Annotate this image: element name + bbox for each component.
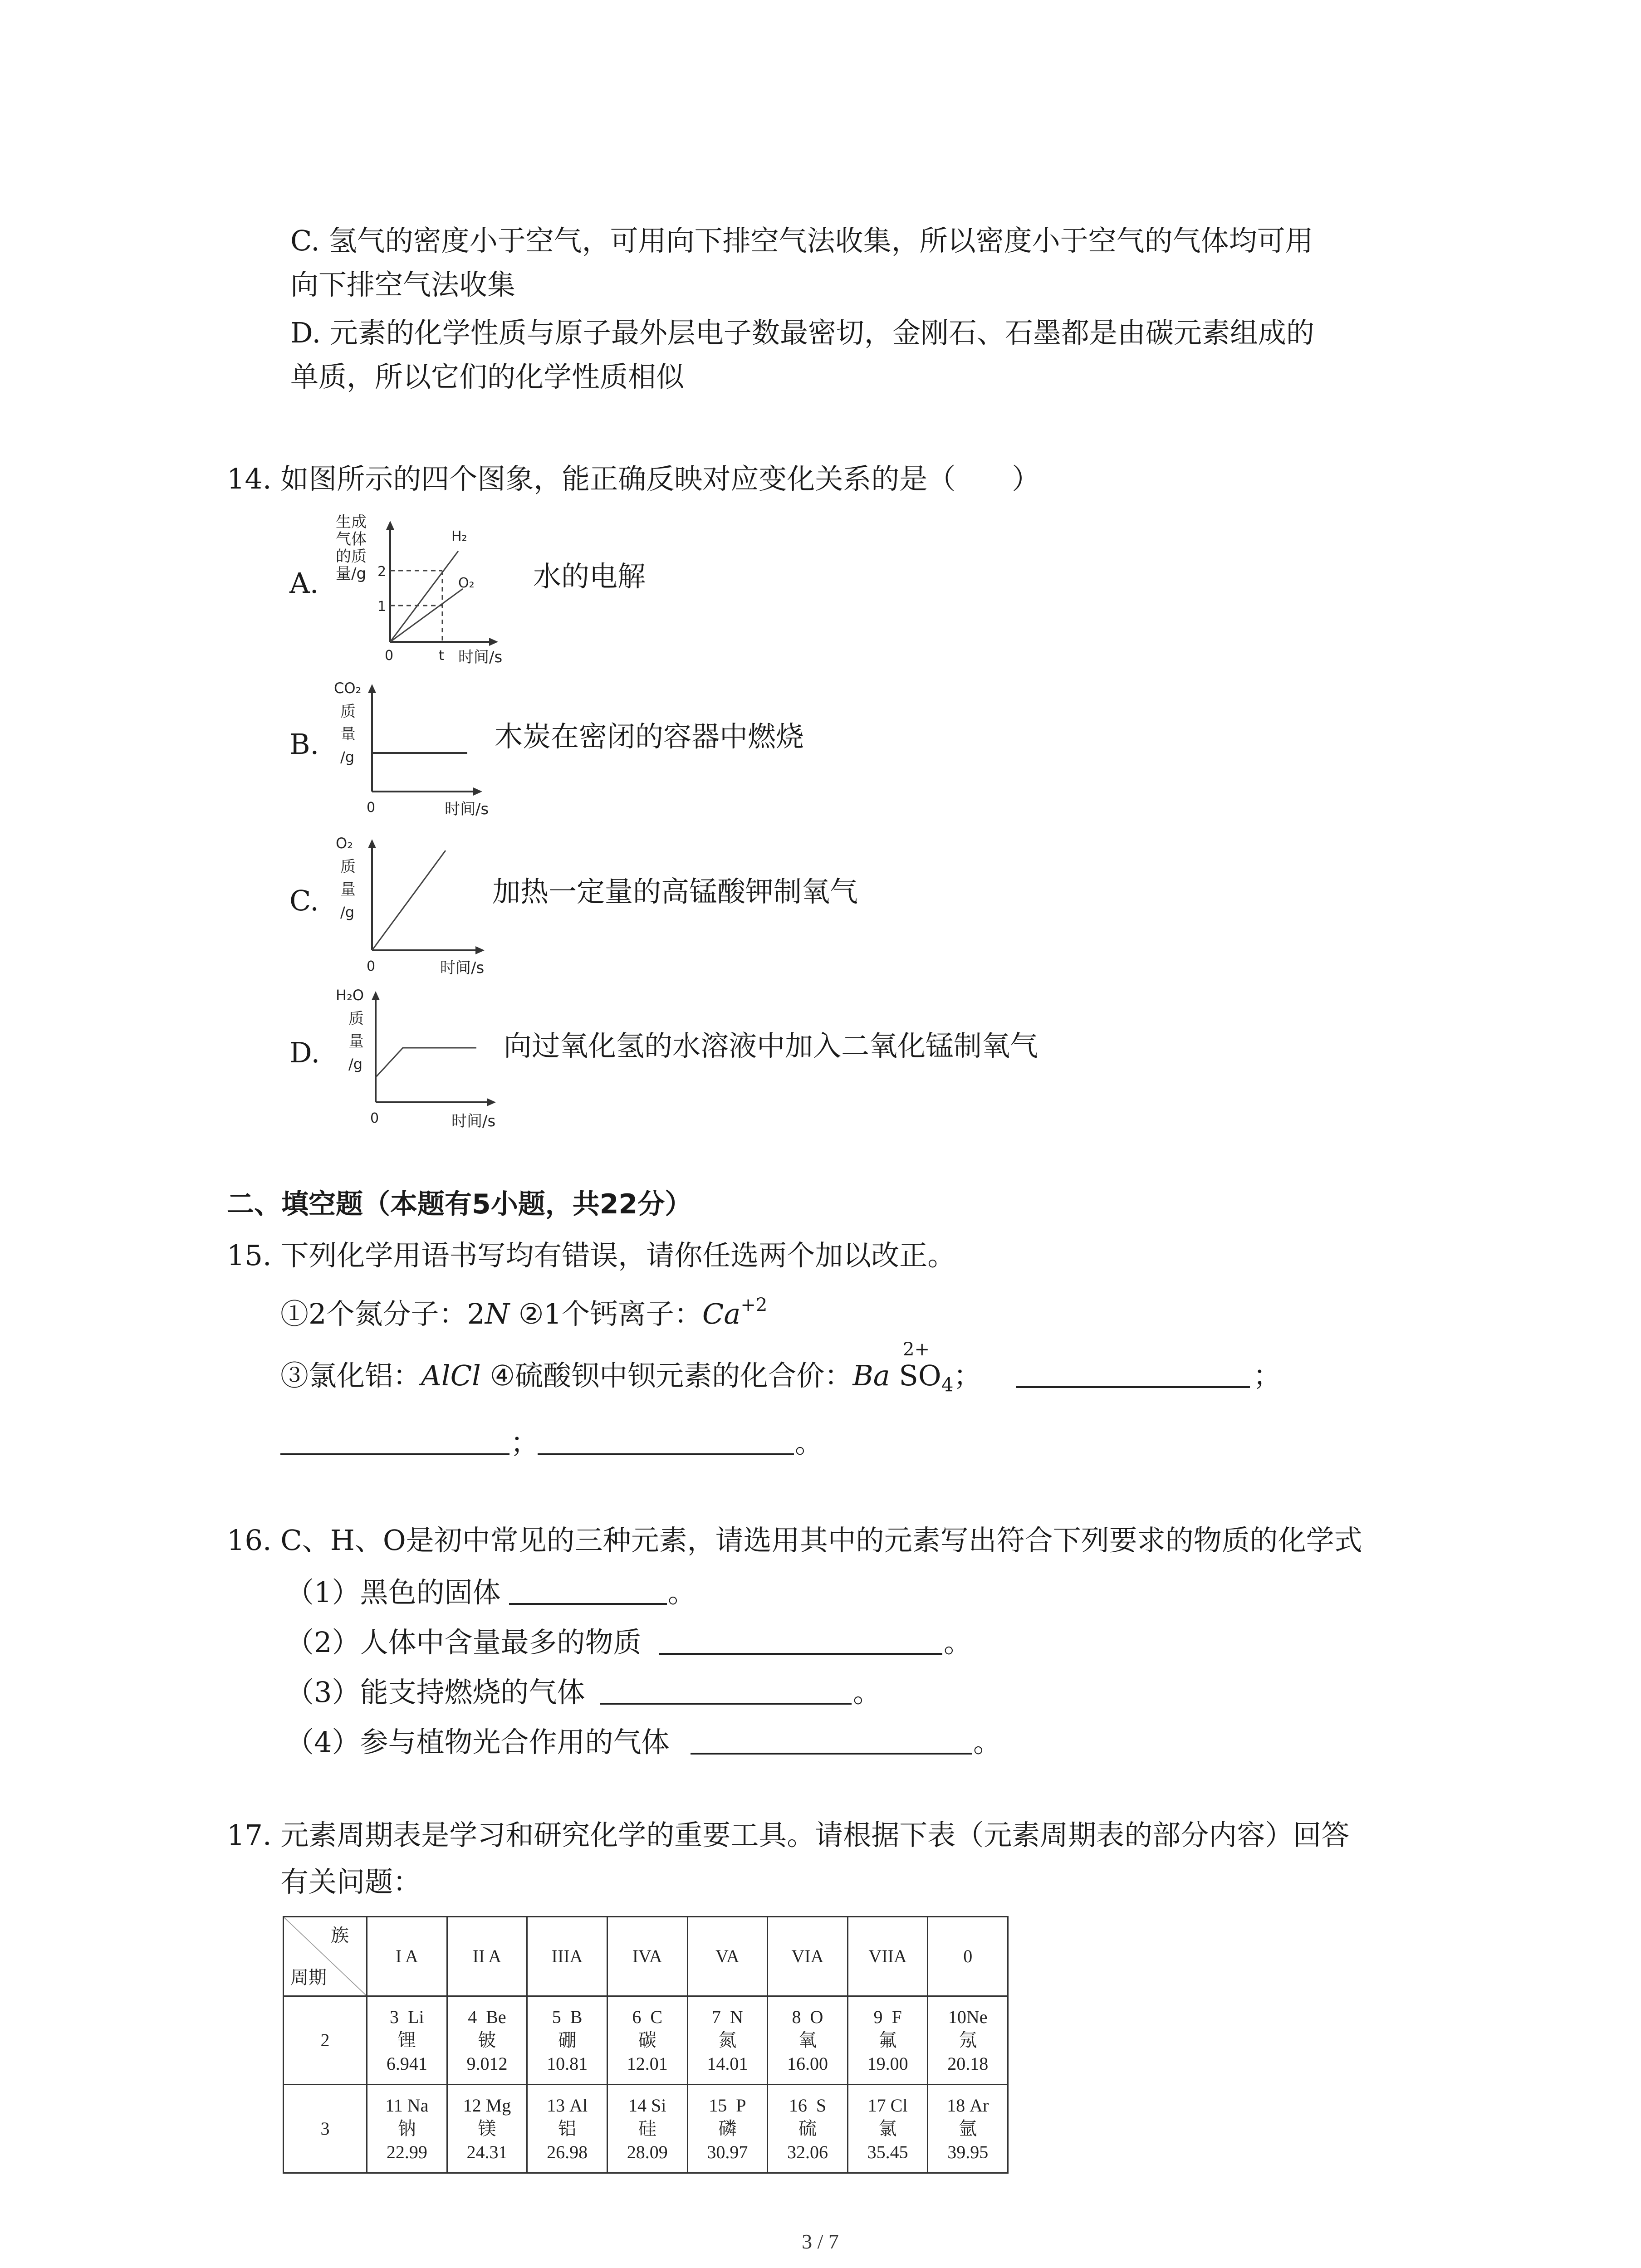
graph-c-x-arrow xyxy=(475,946,485,954)
graph-a-ylabel-3: 的质 xyxy=(336,547,367,566)
q15-item2-text: ②1个钙离子： xyxy=(509,1297,702,1330)
element-name: 氟 xyxy=(878,2030,897,2051)
element-cell xyxy=(527,2085,607,2173)
graph-c-origin: 0 xyxy=(367,958,376,974)
q14-option-d-text: 向过氧化氢的水溶液中加入二氧化锰制氧气 xyxy=(504,1029,1038,1062)
graph-b-origin: 0 xyxy=(367,800,376,816)
q14-stem: 14. 如图所示的四个图象，能正确反映对应变化关系的是（ ） xyxy=(227,462,1040,495)
element-cell xyxy=(847,2085,928,2173)
element-mass: 24.31 xyxy=(466,2141,508,2162)
element-name: 铝 xyxy=(558,2118,577,2139)
element-cell xyxy=(847,1996,928,2085)
element-line1: 17 Cl xyxy=(867,2095,908,2116)
period-label: 2 xyxy=(284,1996,367,2085)
graph-c-y-arrow xyxy=(368,839,376,848)
element-cell xyxy=(607,1996,687,2085)
graph-c-ylabel-3: 量 xyxy=(340,880,356,899)
graph-a-y-arrow xyxy=(386,521,394,530)
element-line1: 18 Ar xyxy=(947,2095,989,2116)
graph-c-ylabel-4: /g xyxy=(340,904,355,921)
element-mass: 39.95 xyxy=(947,2141,989,2162)
element-name: 锂 xyxy=(397,2030,416,2051)
element-cell xyxy=(928,1996,1008,2085)
group-header: VA xyxy=(687,1917,768,1996)
element-cell xyxy=(367,1996,447,2085)
element-mass: 28.09 xyxy=(627,2141,668,2162)
q14-option-a-text: 水的电解 xyxy=(533,560,646,593)
q15-item1-text: ①2个氮分子：2 xyxy=(280,1297,485,1330)
q13-option-c-line1: C. 氢气的密度小于空气，可用向下排空气法收集，所以密度小于空气的气体均可用 xyxy=(290,224,1313,257)
graph-a-ylabel-2: 气体 xyxy=(336,530,367,548)
element-line1: 9 F xyxy=(873,2007,902,2028)
graph-a-line-h2 xyxy=(390,551,458,642)
q16-item-1: （1）黑色的固体 xyxy=(286,1576,501,1609)
graph-a-ylabel-1: 生成 xyxy=(336,513,367,531)
q15-answer-blank-2[interactable] xyxy=(280,1453,509,1455)
element-name: 磷 xyxy=(718,2118,737,2139)
q16-answer-blank-1[interactable] xyxy=(509,1603,667,1605)
element-line1: 14 Si xyxy=(628,2095,666,2116)
q14-option-b-letter: B. xyxy=(289,728,319,761)
q16-item-3: （3）能支持燃烧的气体 xyxy=(286,1676,585,1709)
q15-sep1: ； xyxy=(953,1359,982,1392)
element-cell xyxy=(768,2085,848,2173)
q14-option-c-letter: C. xyxy=(289,884,319,917)
element-mass: 35.45 xyxy=(867,2141,908,2162)
q13-option-c-line2: 向下排空气法收集 xyxy=(290,268,516,301)
graph-a-origin: 0 xyxy=(385,648,394,664)
element-name: 氯 xyxy=(878,2118,897,2139)
element-name: 氮 xyxy=(718,2030,737,2051)
graph-b-ylabel-1: CO₂ xyxy=(334,679,362,697)
q15-answer-blank-1[interactable] xyxy=(1016,1386,1250,1388)
element-mass: 26.98 xyxy=(547,2141,588,2162)
element-name: 硫 xyxy=(798,2118,817,2139)
graph-b-ylabel-2: 质 xyxy=(340,703,356,721)
q16-item-1-end: 。 xyxy=(668,1576,696,1609)
graph-b-ylabel-3: 量 xyxy=(340,725,356,743)
graph-b-y-arrow xyxy=(368,684,376,693)
element-line1: 11 Na xyxy=(385,2095,429,2116)
element-cell xyxy=(687,2085,768,2173)
element-name: 硅 xyxy=(638,2118,656,2139)
q16-answer-blank-3[interactable] xyxy=(600,1703,852,1705)
graph-d-ylabel-2: 质 xyxy=(348,1010,364,1028)
graph-a-xlabel: 时间/s xyxy=(458,648,503,666)
element-mass: 16.00 xyxy=(787,2053,828,2074)
graph-b-xlabel: 时间/s xyxy=(445,800,489,818)
element-cell xyxy=(928,2085,1008,2173)
graph-a-tick-t: t xyxy=(439,648,444,664)
table-corner-cell xyxy=(284,1917,367,1996)
period-label: 3 xyxy=(284,2085,367,2173)
q14-option-a-letter: A. xyxy=(289,567,319,600)
q15-item3-formula: AlCl xyxy=(421,1359,481,1392)
graph-d-ylabel-4: /g xyxy=(348,1056,363,1073)
element-cell xyxy=(687,1996,768,2085)
q15-item2-formula: Ca xyxy=(702,1297,741,1330)
q16-answer-blank-4[interactable] xyxy=(691,1753,972,1755)
q14-option-c-text: 加热一定量的高锰酸钾制氧气 xyxy=(492,875,858,908)
q13-option-d-line1: D. 元素的化学性质与原子最外层电子数最密切，金刚石、石墨都是由碳元素组成的 xyxy=(290,316,1314,349)
element-line1: 7 N xyxy=(711,2007,743,2028)
element-line1: 6 C xyxy=(632,2007,663,2028)
element-line1: 12 Mg xyxy=(463,2095,511,2116)
element-mass: 19.00 xyxy=(867,2053,908,2074)
q15-item3-text: ③氯化铝： xyxy=(280,1359,421,1392)
section-2-title: 二、填空题（本题有5小题，共22分） xyxy=(227,1188,692,1220)
corner-label-group: 族 xyxy=(331,1925,349,1945)
element-name: 碳 xyxy=(638,2030,656,2051)
element-mass: 10.81 xyxy=(547,2053,588,2074)
element-mass: 14.01 xyxy=(707,2053,748,2074)
graph-a-x-arrow xyxy=(489,638,498,646)
element-name: 氩 xyxy=(959,2118,977,2139)
element-name: 铍 xyxy=(478,2030,496,2051)
group-header: 0 xyxy=(928,1917,1008,1996)
element-line1: 5 B xyxy=(552,2007,583,2028)
q14-graph-b xyxy=(327,676,544,830)
corner-label-period: 周期 xyxy=(290,1967,327,1988)
q13-option-d-line2: 单质，所以它们的化学性质相似 xyxy=(290,360,685,393)
group-header: IVA xyxy=(607,1917,687,1996)
element-mass: 20.18 xyxy=(947,2053,989,2074)
q15-end: 。 xyxy=(795,1426,823,1459)
q14-graph-a xyxy=(327,508,544,671)
graph-c-xlabel: 时间/s xyxy=(440,959,485,977)
q15-item4-sub: 4 xyxy=(941,1374,954,1396)
element-line1: 10Ne xyxy=(948,2007,988,2028)
graph-a-label-h2: H₂ xyxy=(451,528,467,544)
graph-c-ylabel-2: 质 xyxy=(340,858,356,876)
q14-option-b-text: 木炭在密闭的容器中燃烧 xyxy=(495,720,804,753)
element-cell xyxy=(447,2085,527,2173)
element-name: 镁 xyxy=(478,2118,496,2139)
graph-c-ylabel-1: O₂ xyxy=(336,835,353,852)
period-row xyxy=(284,1996,1008,2085)
element-name: 钠 xyxy=(397,2118,416,2139)
graph-a-line-o2 xyxy=(390,589,463,642)
graph-a-ylabel-4: 量/g xyxy=(336,565,367,583)
element-mass: 32.06 xyxy=(787,2141,828,2162)
q17-stem-line2: 有关问题： xyxy=(280,1865,421,1898)
element-line1: 13 Al xyxy=(547,2095,588,2116)
element-name: 氧 xyxy=(798,2030,817,2051)
q15-items-2 xyxy=(280,1359,982,1396)
q15-item4-so: SO xyxy=(890,1359,941,1392)
q14-option-d-letter: D. xyxy=(289,1036,320,1069)
graph-a-label-o2: O₂ xyxy=(458,575,475,591)
graph-d-ylabel-1: H₂O xyxy=(336,987,364,1004)
q15-item2-charge: +2 xyxy=(740,1295,768,1315)
q17-stem-line1: 17. 元素周期表是学习和研究化学的重要工具。请根据下表（元素周期表的部分内容）回答 xyxy=(227,1818,1350,1852)
group-header: VIIA xyxy=(847,1917,928,1996)
graph-a-tick-2: 2 xyxy=(377,564,387,580)
q15-answer-blank-3[interactable] xyxy=(538,1453,794,1455)
element-line1: 15 P xyxy=(709,2095,746,2116)
q16-stem: 16. C、H、O是初中常见的三种元素，请选用其中的元素写出符合下列要求的物质的化学式 xyxy=(227,1524,1362,1557)
period-row xyxy=(284,2085,1008,2173)
q16-item-2-end: 。 xyxy=(944,1626,972,1659)
element-cell xyxy=(447,1996,527,2085)
graph-d-ylabel-3: 量 xyxy=(348,1032,364,1051)
q15-sep3: ； xyxy=(510,1426,539,1459)
element-name: 硼 xyxy=(558,2030,577,2051)
group-header: VIA xyxy=(768,1917,848,1996)
element-mass: 12.01 xyxy=(627,2053,668,2074)
q15-item1-formula: N xyxy=(485,1297,510,1330)
periodic-table-header-row xyxy=(284,1917,1008,1996)
q15-valence-mark: 2+ xyxy=(903,1339,930,1360)
element-mass: 6.941 xyxy=(386,2053,427,2074)
element-cell xyxy=(367,2085,447,2173)
q16-item-4: （4）参与植物光合作用的气体 xyxy=(286,1725,670,1759)
q16-item-3-end: 。 xyxy=(853,1676,882,1709)
graph-b-x-arrow xyxy=(473,787,482,796)
q15-items-1 xyxy=(280,1296,767,1328)
element-mass: 30.97 xyxy=(707,2141,748,2162)
periodic-table xyxy=(283,1916,1009,2174)
q16-answer-blank-2[interactable] xyxy=(659,1653,942,1655)
graph-d-x-arrow xyxy=(487,1098,496,1106)
group-header: II A xyxy=(447,1917,527,1996)
graph-b-ylabel-4: /g xyxy=(340,748,355,766)
graph-d-line xyxy=(376,1048,476,1077)
element-name: 氖 xyxy=(959,2030,977,2051)
element-line1: 8 O xyxy=(792,2007,823,2028)
q15-item4-ba: Ba xyxy=(852,1359,890,1392)
q16-item-2: （2）人体中含量最多的物质 xyxy=(286,1626,642,1659)
q15-stem: 15. 下列化学用语书写均有错误，请你任选两个加以改正。 xyxy=(227,1239,956,1272)
graph-d-origin: 0 xyxy=(370,1110,379,1126)
graph-a-tick-1: 1 xyxy=(377,599,387,615)
group-header: I A xyxy=(367,1917,447,1996)
element-line1: 3 Li xyxy=(390,2007,424,2028)
graph-c-line xyxy=(372,850,446,950)
element-mass: 22.99 xyxy=(386,2141,427,2162)
q15-item4-text: ④硫酸钡中钡元素的化合价： xyxy=(480,1359,853,1392)
element-line1: 4 Be xyxy=(468,2007,506,2028)
element-cell xyxy=(607,2085,687,2173)
element-cell xyxy=(768,1996,848,2085)
element-cell xyxy=(527,1996,607,2085)
graph-d-y-arrow xyxy=(372,991,380,1000)
graph-d-xlabel: 时间/s xyxy=(451,1112,496,1130)
group-header: IIIA xyxy=(527,1917,607,1996)
element-mass: 9.012 xyxy=(466,2053,508,2074)
element-line1: 16 S xyxy=(789,2095,827,2116)
page-number: 3 / 7 xyxy=(802,2230,839,2253)
q15-sep2: ； xyxy=(1253,1359,1282,1392)
q16-item-4-end: 。 xyxy=(973,1725,1002,1759)
